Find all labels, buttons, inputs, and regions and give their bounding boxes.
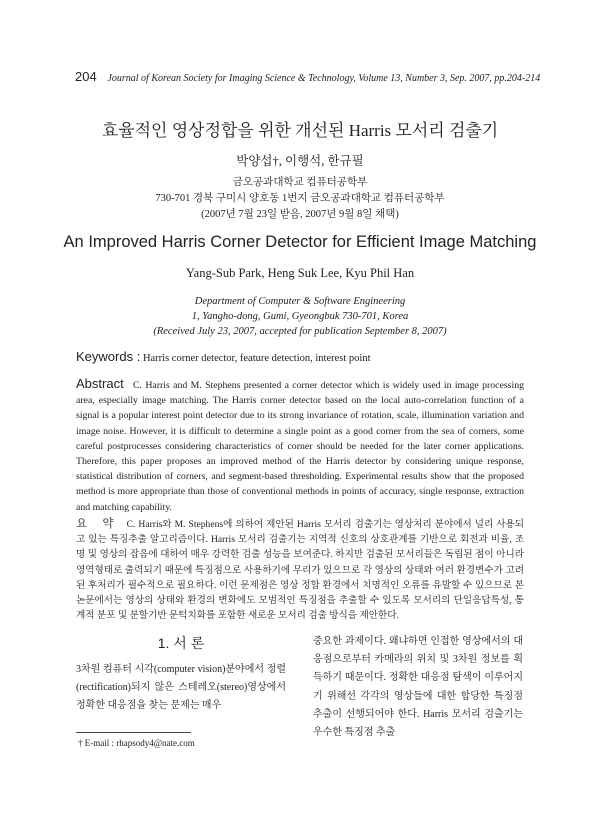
abstract-text: C. Harris and M. Stephens presented a corner detector which is widely used in image processing area, especially image matching. The Harris corner detector based on the local auto-correlation function of a signal is a popular interest point detector due to its strong invariance of rotation, scale, illumination variation and image noise. However, it is difficult to determine a single point as a good corner from the sea of corners, some careful postprocesses considering characteristics of corner should be needed for the later corner applications. Therefore, this paper proposes an improved method of the Harris detector by considering unique response, statistical distribution of corners, and segment-based thresholding. Experimental results show that the proposed method is more appropriate than those of conventional methods in points of accuracy, single response, extraction and matching capability.: [76, 380, 524, 513]
page-number: 204: [75, 69, 97, 84]
keywords-label: Keywords :: [76, 349, 141, 364]
section-heading: 1. 서 론: [157, 635, 205, 651]
journal-citation: Journal of Korean Society for Imaging Science & Technology, Volume 13, Number 3, Sep. 2007, pp.204-214: [107, 73, 541, 84]
korean-authors: 박양섭†, 이행석, 한규필: [236, 154, 364, 168]
abstract-label: Abstract: [76, 376, 124, 391]
korean-abstract: [76, 517, 524, 623]
english-affiliation-line: 1, Yangho-dong, Gumi, Gyeongbuk 730-701, Korea: [191, 311, 409, 322]
korean-abstract-text: C. Harris와 M. Stephens에 의하여 제안된 Harris 모서리 검출기는 영상처리 분야에서 널리 사용되고 있는 특징추출 알고리즘이다. Harris 모서리 검출기는 지역적 신호의 상호관계를 기반으로 회전과 비율, 조명 및 영상의 잡음에 대하여 매우 강력한 검출 성능을 보여준다. 하지만 검출된 모서리들은 독립된 점이 아니라 영역형태로 출력되기 때문에 특징점으로 사용하기에 무리가 있으므로 각 영상의 상태와 여러 환경변수가 고려된 후처리가 필수적으로 필요하다. 이런 문제점은 영상 정합 환경에서 치명적인 오류를 유발할 수 있으므로 본 논문에서는 영상의 상태와 환경의 변화에도 모범적인 특징점을 추출할 수 있도록 모서리의 단일응답특성, 통계적 분포 및 분할기반 문턱치화를 포함한 새로운 모서리 검출 방식을 제안한다.: [76, 519, 525, 622]
english-received-line: (Received July 23, 2007, accepted for publication September 8, 2007): [153, 326, 447, 337]
english-title: An Improved Harris Corner Detector for Efficient Image Matching: [63, 233, 537, 251]
english-authors: Yang-Sub Park, Heng Suk Lee, Kyu Phil Han: [185, 266, 415, 280]
footnote: † E-mail : rhapsody4@nate.com: [78, 738, 195, 748]
korean-title: 효율적인 영상정합을 위한 개선된 Harris 모서리 검출기: [101, 121, 499, 140]
keywords: [76, 349, 371, 364]
korean-affiliation-line: 730-701 경북 구미시 양호동 1번지 금오공과대학교 컴퓨터공학부: [155, 193, 445, 204]
footnote-divider: [76, 732, 191, 733]
running-header: [75, 69, 540, 84]
korean-abstract-label: 요 약: [76, 518, 120, 530]
body-text-left-column: 3차원 컴퓨터 시각(computer vision)분야에서 정렬(rectification)되지 않은 스테레오(stereo)영상에서 정확한 대응점을 찾는 문제는 매우: [76, 664, 286, 712]
keywords-text: Harris corner detector, feature detection, interest point: [142, 353, 371, 364]
korean-affiliation: [0, 175, 600, 223]
korean-affiliation-line: 금오공과대학교 컴퓨터공학부: [232, 177, 368, 188]
abstract: [76, 376, 524, 515]
korean-received-line: (2007년 7월 23일 받음, 2007년 9월 8일 채택): [201, 209, 399, 220]
english-affiliation-line: Department of Computer & Software Engineering: [194, 296, 406, 307]
english-affiliation: [0, 294, 600, 339]
body-text-right-column: 중요한 과제이다. 왜냐하면 인접한 영상에서의 대응점으로부터 카메라의 위치 및 3차원 정보를 획득하기 때문이다. 정확한 대응점 탐색이 이루어지기 위해선 각각의 영상들에 대한 합당한 특징점 추출이 선행되어야 한다. Harris 모서리 검출기는 우수한 특징점 추출: [313, 636, 523, 739]
